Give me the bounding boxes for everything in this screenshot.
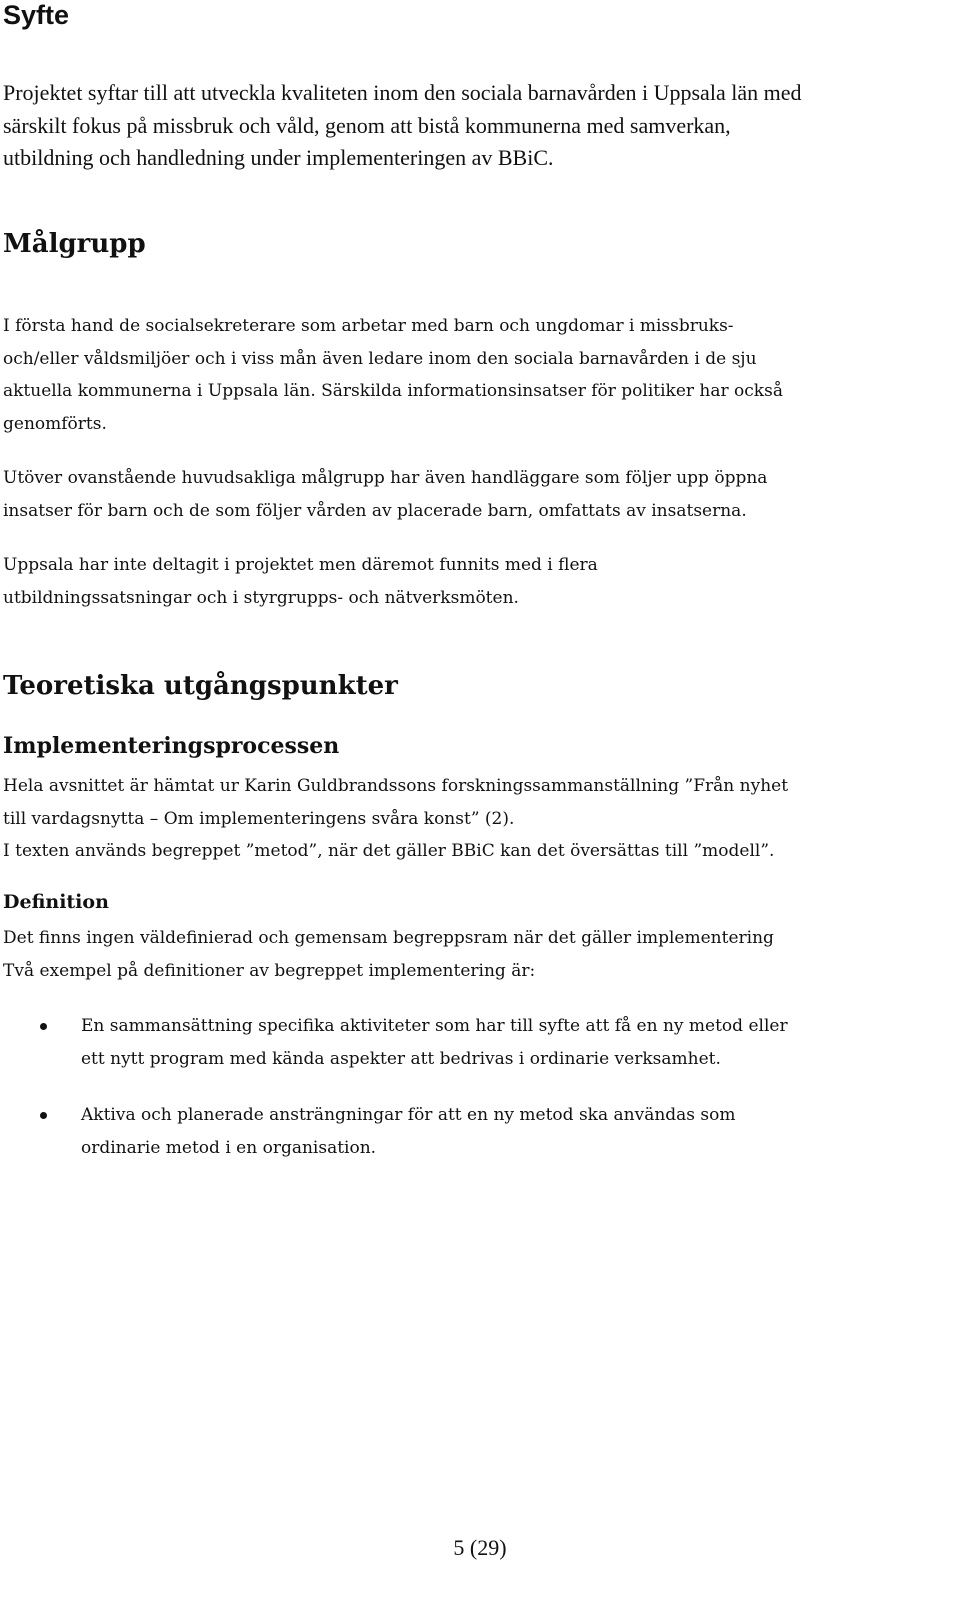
paragraph-syfte <box>3 77 801 175</box>
text-line: genomförts. <box>3 413 107 434</box>
text-line: Aktiva och planerade ansträngningar för att en ny metod ska användas som <box>81 1105 736 1125</box>
text-line: insatser för barn och de som följer vården av placerade barn, omfattats av insatserna. <box>3 500 747 521</box>
text-line: särskilt fokus på missbruk och våld, genom att bistå kommunerna med samverkan, <box>3 112 731 138</box>
text-line: I första hand de socialsekreterare som arbetar med barn och ungdomar i missbruks- <box>3 316 734 336</box>
text-line: Projektet syftar till att utveckla kvaliteten inom den sociala barnavården i Uppsala län med <box>3 80 802 105</box>
heading-teoretiska-utgangspunkter: Teoretiska utgångspunkter <box>3 671 398 701</box>
text-line: En sammansättning specifika aktiviteter som har till syfte att få en ny metod eller <box>81 1016 788 1036</box>
text-line: Uppsala har inte deltagit i projektet men däremot funnits med i flera <box>3 555 598 575</box>
paragraph-malgrupp-3 <box>3 549 598 614</box>
text-line: Hela avsnittet är hämtat ur Karin Guldbrandssons forskningssammanställning ”Från nyhet <box>3 776 789 796</box>
text-line: till vardagsnytta – Om implementeringens svåra konst” (2). <box>3 808 515 829</box>
subheading-implementeringsprocessen: Implementeringsprocessen <box>3 733 340 759</box>
text-line: ett nytt program med kända aspekter att bedrivas i ordinarie verksamhet. <box>81 1048 721 1069</box>
text-line: I texten används begreppet ”metod”, när det gäller BBiC kan det översättas till ”modell”. <box>3 841 775 861</box>
paragraph-malgrupp-1 <box>3 310 783 440</box>
paragraph-malgrupp-2 <box>3 462 767 527</box>
text-line: aktuella kommunerna i Uppsala län. Särskilda informationsinsatser för politiker har också <box>3 381 783 401</box>
heading-definition: Definition <box>3 891 109 913</box>
text-line: utbildningssatsningar och i styrgrupps- och nätverksmöten. <box>3 587 519 608</box>
bullet-icon <box>40 1023 47 1030</box>
text-line: Utöver ovanstående huvudsakliga målgrupp har även handläggare som följer upp öppna <box>3 468 768 488</box>
text-line: Två exempel på definitioner av begreppet implementering är: <box>3 960 536 981</box>
list-item-text <box>81 1010 788 1075</box>
paragraph-definition <box>3 922 774 987</box>
bullet-icon <box>40 1112 47 1119</box>
list-item-text <box>81 1099 736 1164</box>
page-number: 5 (29) <box>453 1535 507 1560</box>
paragraph-implementering <box>3 770 788 868</box>
heading-malgrupp: Målgrupp <box>3 229 146 259</box>
heading-syfte: Syfte <box>3 0 70 30</box>
text-line: utbildning och handledning under implementeringen av BBiC. <box>3 145 554 170</box>
text-line: ordinarie metod i en organisation. <box>81 1137 377 1158</box>
text-line: och/eller våldsmiljöer och i viss mån även ledare inom den sociala barnavården i de sju <box>3 348 757 369</box>
text-line: Det finns ingen väldefinierad och gemensam begreppsram när det gäller implementering <box>3 928 774 948</box>
